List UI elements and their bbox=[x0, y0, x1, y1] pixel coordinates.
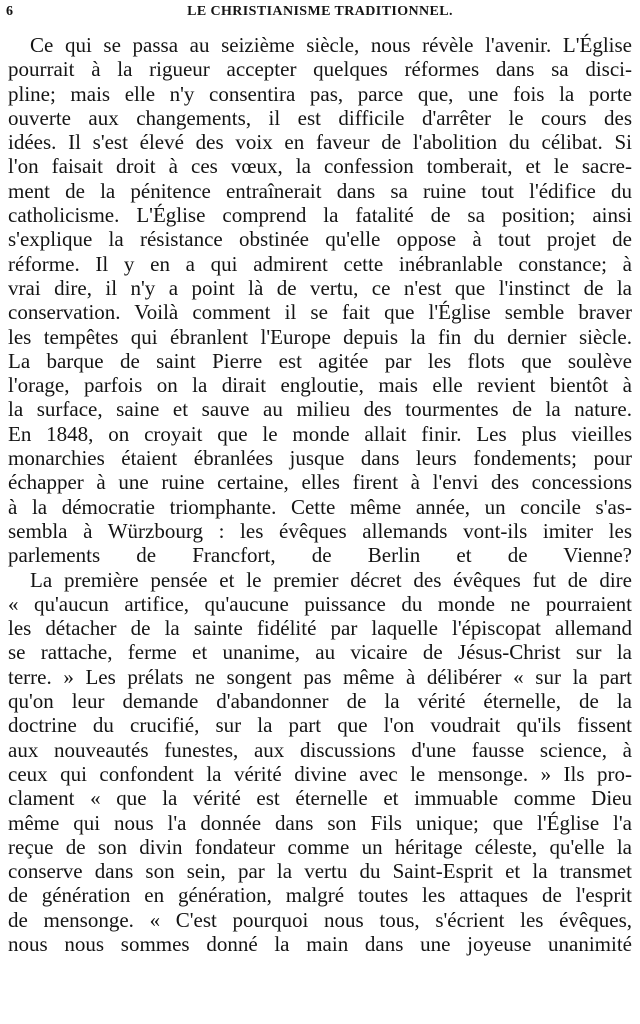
text-line: Ce qui se passa au seizième siècle, nous révèle l'avenir. L'Église bbox=[30, 33, 632, 57]
text-line: la surface, saine et sauve au milieu des tourmentes de la nature. bbox=[8, 397, 632, 422]
text-line: clament « que la vérité est éternelle et immuable comme Dieu bbox=[8, 786, 632, 811]
text-line: nous nous sommes donné la main dans une joyeuse unanimité bbox=[8, 931, 632, 956]
text-line: aux nouveautés funestes, aux discussions d'une fausse science, à bbox=[8, 737, 632, 762]
text-line: s'explique la résistance obstinée qu'elle oppose à tout projet de bbox=[8, 227, 632, 252]
text-line: pourrait à la rigueur accepter quelques réformes dans sa disci- bbox=[8, 57, 632, 82]
text-line: échapper à une ruine certaine, elles firent à l'envi des concessions bbox=[8, 470, 632, 495]
text-line: ouverte aux changements, il est difficile d'arrêter le cours des bbox=[8, 105, 632, 130]
text-line: monarchies étaient ébranlées jusque dans leurs fondements; pour bbox=[8, 446, 632, 471]
text-line: les tempêtes qui ébranlent l'Europe depuis la fin du dernier siècle. bbox=[8, 324, 632, 349]
running-title: LE CHRISTIANISME TRADITIONNEL. bbox=[187, 4, 453, 19]
text-line: catholicisme. L'Église comprend la fatalité de sa position; ainsi bbox=[8, 203, 632, 228]
text-line: de génération en génération, malgré toutes les attaques de l'esprit bbox=[8, 883, 632, 908]
text-line: de mensonge. « C'est pourquoi nous tous, s'écrient les évêques, bbox=[8, 907, 632, 932]
text-line: même qui nous l'a donnée dans son Fils unique; que l'Église l'a bbox=[8, 810, 632, 835]
page-number: 6 bbox=[6, 4, 14, 19]
text-line: l'on faisait droit à ces vœux, la confession tomberait, et le sacre- bbox=[8, 154, 632, 179]
body-text bbox=[8, 33, 632, 956]
text-line: se rattache, ferme et unanime, au vicaire de Jésus-Christ sur la bbox=[8, 640, 632, 665]
text-line: « qu'aucun artifice, qu'aucune puissance du monde ne pourraient bbox=[8, 591, 632, 616]
text-line: En 1848, on croyait que le monde allait finir. Les plus vieilles bbox=[8, 421, 632, 446]
text-line: La première pensée et le premier décret des évêques fut de dire bbox=[30, 567, 632, 592]
text-line: sembla à Würzbourg : les évêques allemands vont-ils imiter les bbox=[8, 518, 632, 543]
running-head bbox=[6, 2, 634, 22]
text-line: réforme. Il y en a qui admirent cette inébranlable constance; à bbox=[8, 251, 632, 276]
text-line: ment de la pénitence entraînerait dans sa ruine tout l'édifice du bbox=[8, 178, 632, 203]
text-line: pline; mais elle n'y consentira pas, parce que, une fois la porte bbox=[8, 81, 632, 106]
text-line: les détacher de la sainte fidélité par laquelle l'épiscopat allemand bbox=[8, 616, 632, 641]
text-line: qu'on leur demande d'abandonner de la vérité éternelle, de la bbox=[8, 689, 632, 714]
text-line: à la démocratie triomphante. Cette même année, un concile s'as- bbox=[8, 494, 632, 519]
text-line: l'orage, parfois on la dirait engloutie, mais elle revient bientôt à bbox=[8, 373, 632, 398]
text-line: reçue de son divin fondateur comme un héritage céleste, qu'elle la bbox=[8, 834, 632, 859]
text-line: idées. Il s'est élevé des voix en faveur de l'abolition du célibat. Si bbox=[8, 130, 632, 155]
text-line: vrai dire, il n'y a point là de vertu, ce n'est que l'instinct de la bbox=[8, 275, 632, 300]
text-line: parlements de Francfort, de Berlin et de Vienne? bbox=[8, 543, 632, 568]
text-line: doctrine du crucifié, sur la part que l'on voudrait qu'ils fissent bbox=[8, 713, 632, 738]
text-line: La barque de saint Pierre est agitée par les flots que soulève bbox=[8, 348, 632, 373]
text-line: ceux qui confondent la vérité divine avec le mensonge. » Ils pro- bbox=[8, 761, 632, 786]
text-line: conserve dans son sein, par la vertu du Saint-Esprit et la transmet bbox=[8, 859, 632, 884]
text-line: terre. » Les prélats ne songent pas même à délibérer « sur la part bbox=[8, 664, 632, 689]
text-line: conservation. Voilà comment il se fait que l'Église semble braver bbox=[8, 300, 632, 325]
